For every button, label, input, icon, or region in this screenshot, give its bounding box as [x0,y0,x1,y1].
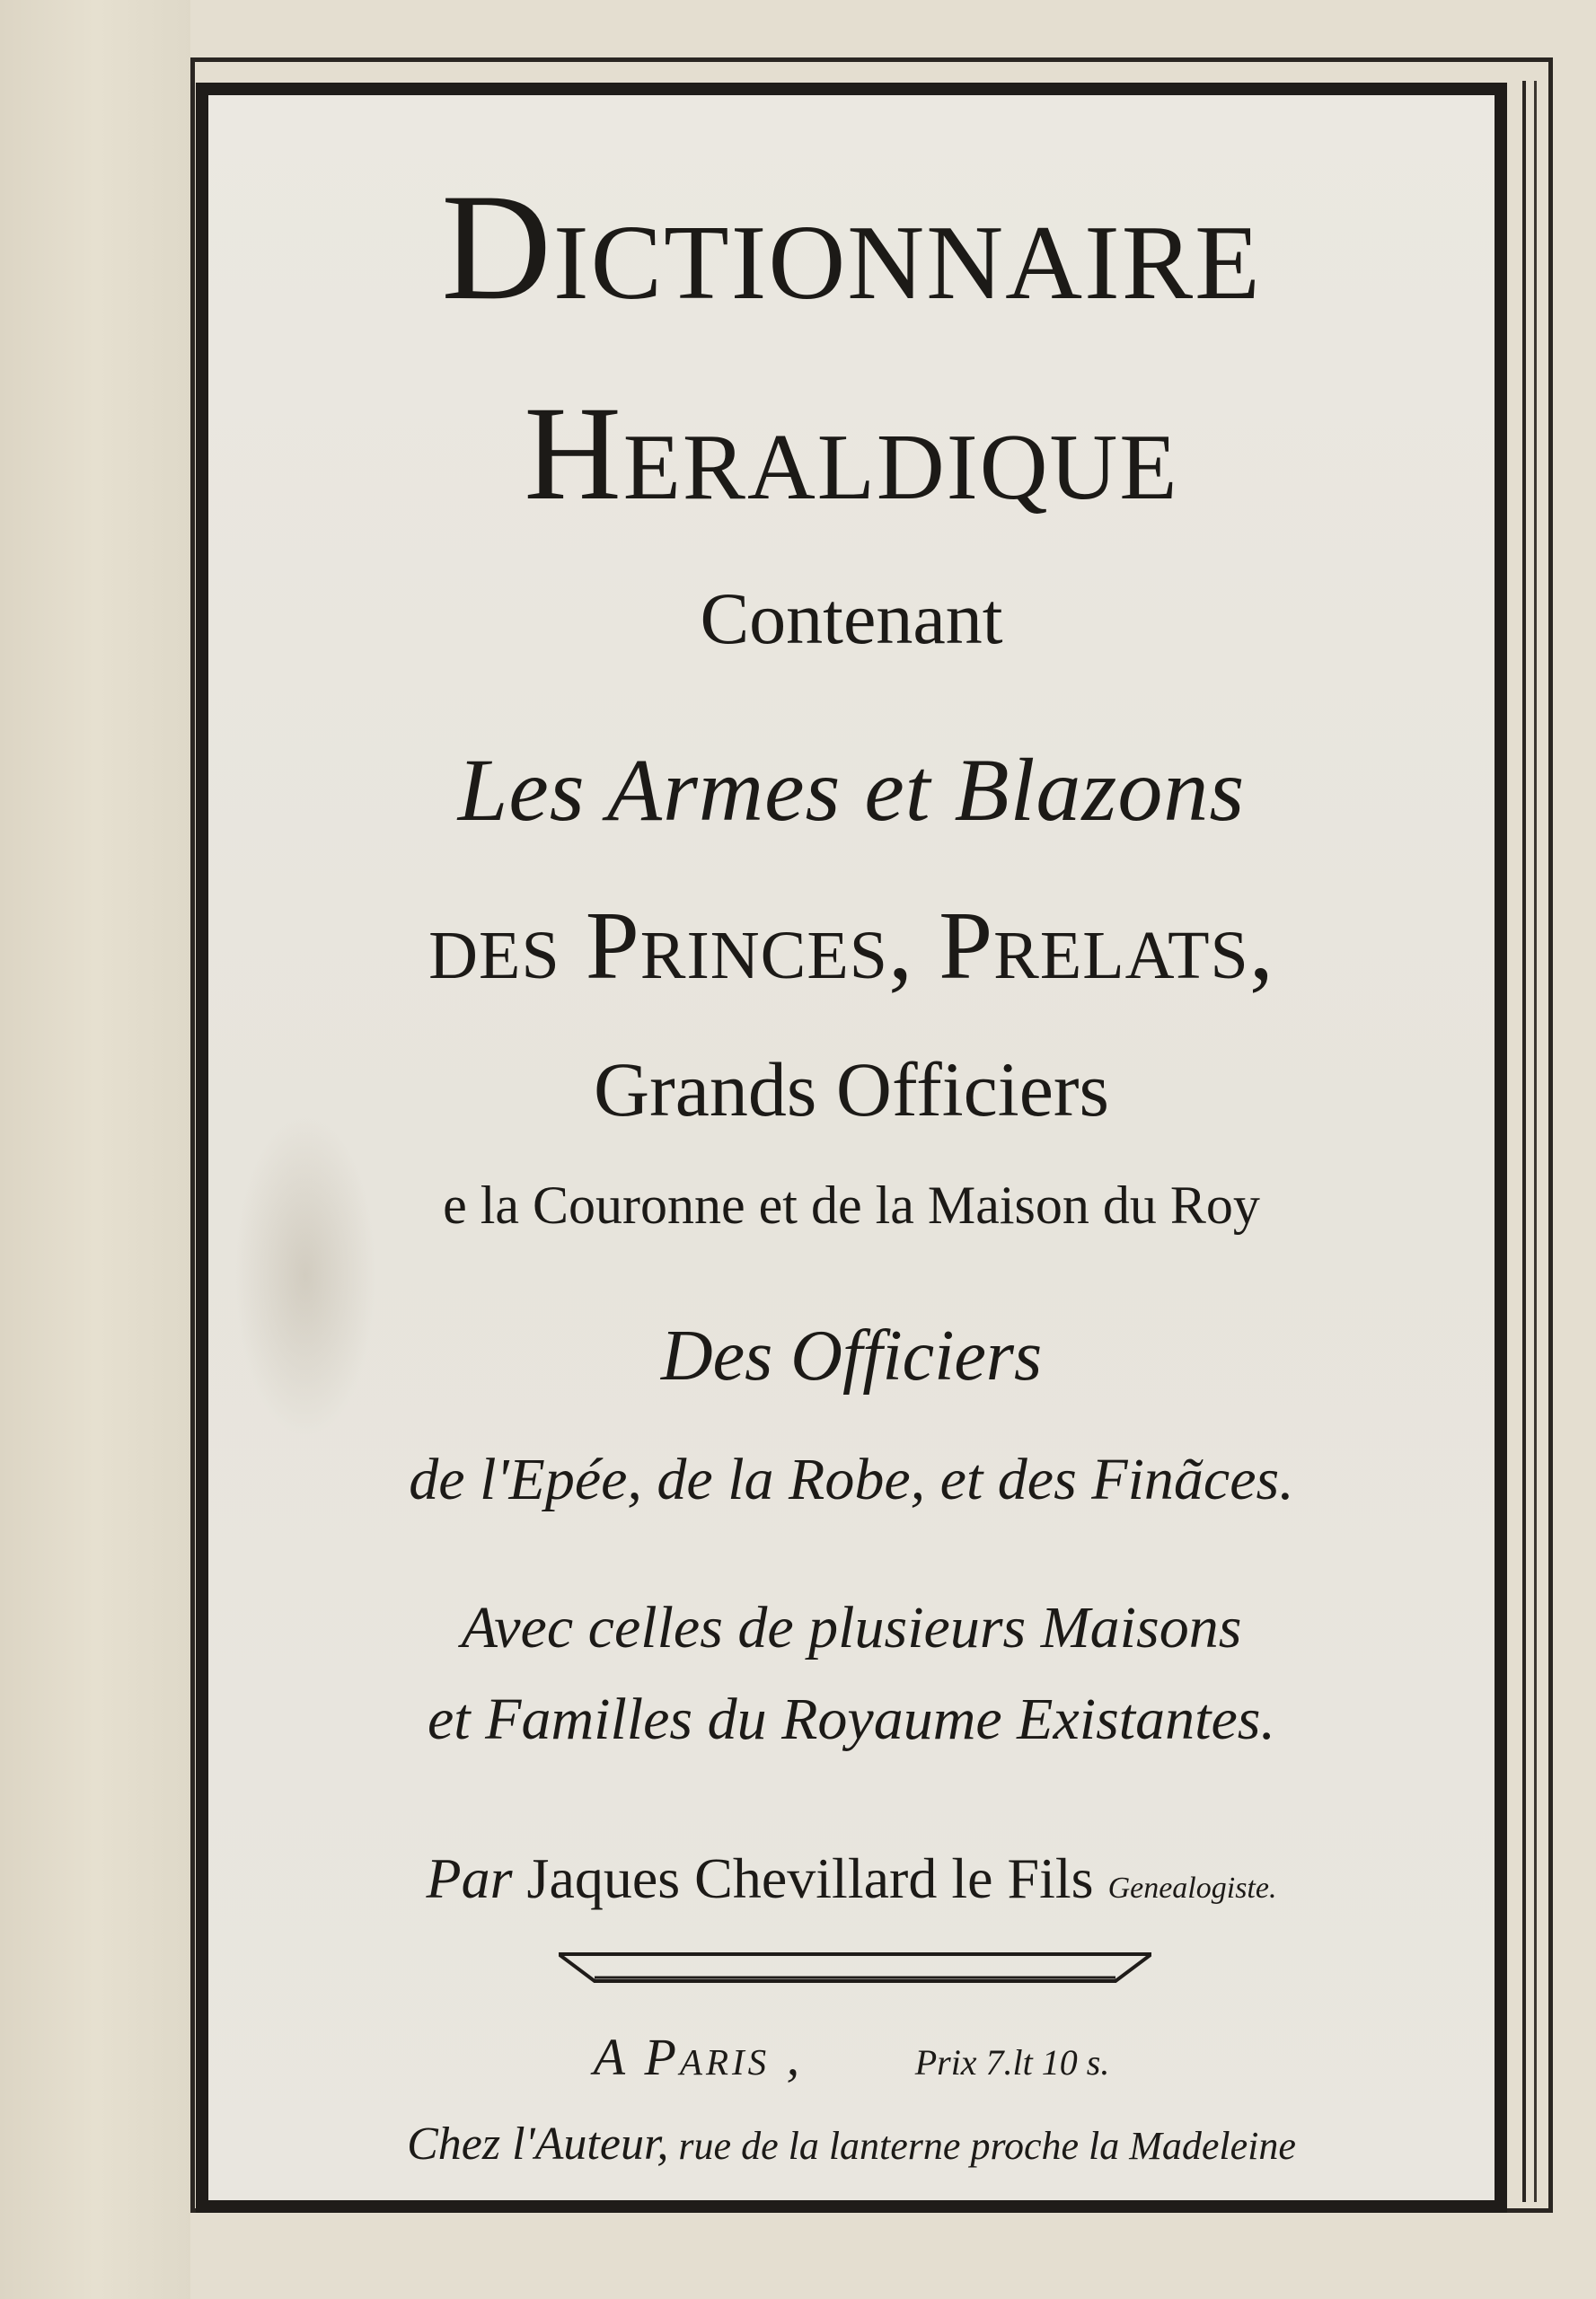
text-contenant: Contenant [700,577,1003,659]
text-des-officiers: Des Officiers [660,1317,1043,1396]
text-epee-robe-finances: de l'Epée, de la Robe, et des Finãces. [409,1447,1294,1512]
imprint-city: A Paris , [593,2028,804,2086]
text-princes-prelats: des Princes, Prelats, [428,893,1274,1000]
title-heraldique: Heraldique [524,379,1179,528]
author-role: Genealogiste. [1107,1872,1277,1905]
frame-edge [1522,81,1537,2202]
title-dictionnaire: Dictionnaire [441,163,1262,331]
address-prefix: Chez l'Auteur, [407,2118,669,2170]
author-prefix: Par [426,1846,513,1910]
author-name: Jaques Chevillard le Fils [526,1846,1094,1910]
imprint-line [208,2028,1495,2086]
text-plusieurs-maisons: Avec celles de plusieurs Maisons [461,1595,1242,1660]
text-familles-royaume: et Familles du Royaume Existantes. [428,1687,1275,1752]
address-line [208,2118,1495,2170]
text-grands-officiers: Grands Officiers [594,1046,1109,1132]
text-couronne-maison: e la Couronne et de la Maison du Roy [443,1176,1260,1235]
author-line [208,1846,1495,1910]
address-text: rue de la lanterne proche la Madeleine [678,2124,1296,2168]
text-armes-blazons: Les Armes et Blazons [457,740,1246,840]
ornamental-rule [559,1951,1151,1986]
imprint-price: Prix 7.lt 10 s. [914,2042,1110,2083]
